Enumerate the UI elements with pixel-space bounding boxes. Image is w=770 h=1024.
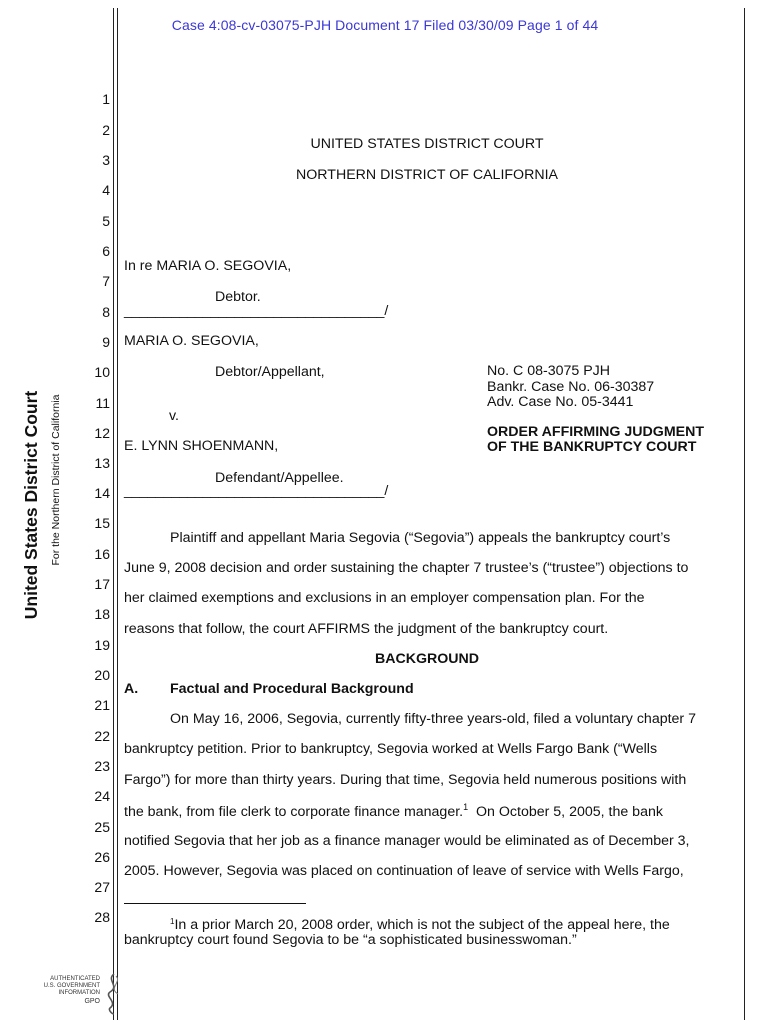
court-title-line1: UNITED STATES DISTRICT COURT bbox=[310, 136, 544, 152]
caption-rule-1: _________________________________/ bbox=[124, 303, 389, 319]
line-number: 15 bbox=[94, 515, 110, 531]
footnote-reference[interactable]: 1 bbox=[463, 802, 469, 812]
order-title-line2: OF THE BANKRUPTCY COURT bbox=[487, 439, 697, 455]
line-number: 23 bbox=[94, 758, 110, 774]
gpo-text-2: U.S. GOVERNMENT bbox=[43, 983, 100, 989]
court-title-line2: NORTHERN DISTRICT OF CALIFORNIA bbox=[296, 167, 558, 183]
line-number: 10 bbox=[94, 364, 110, 380]
line-number: 6 bbox=[102, 243, 110, 259]
line-number: 5 bbox=[102, 213, 110, 229]
line-number: 12 bbox=[94, 425, 110, 441]
line-number: 7 bbox=[102, 273, 110, 289]
intro-line: reasons that follow, the court AFFIRMS the judgment of the bankruptcy court. bbox=[124, 621, 609, 637]
line-number: 3 bbox=[102, 152, 110, 168]
gpo-text-3: INFORMATION bbox=[58, 990, 100, 996]
order-title-line1: ORDER AFFIRMING JUDGMENT bbox=[487, 424, 705, 440]
footnote-line1 bbox=[124, 917, 736, 933]
facts-line-text: the bank, from file clerk to corporate finance manager. bbox=[124, 804, 464, 820]
caption-party-appellee: E. LYNN SHOENMANN, bbox=[124, 438, 279, 454]
footnote-marker: 1 bbox=[170, 917, 175, 926]
line-number: 18 bbox=[94, 606, 110, 622]
caption-appellee-role: Defendant/Appellee. bbox=[215, 470, 344, 486]
line-number: 28 bbox=[94, 909, 110, 925]
facts-line: On May 16, 2006, Segovia, currently fifty-three years-old, filed a voluntary chapter 7 bbox=[170, 711, 696, 727]
gpo-authentication-seal bbox=[38, 972, 128, 1022]
section-letter: A. bbox=[124, 681, 139, 697]
caption-appellant-role: Debtor/Appellant, bbox=[215, 364, 325, 380]
gpo-text-1: AUTHENTICATED bbox=[50, 976, 100, 982]
line-number: 19 bbox=[94, 637, 110, 653]
intro-line: Plaintiff and appellant Maria Segovia (“Segovia”) appeals the bankruptcy court’s bbox=[170, 530, 671, 546]
background-heading: BACKGROUND bbox=[374, 651, 480, 667]
facts-line: Fargo”) for more than thirty years. During that time, Segovia held numerous positions with bbox=[124, 772, 687, 788]
right-margin-rule bbox=[744, 8, 745, 1020]
section-title: Factual and Procedural Background bbox=[170, 681, 414, 697]
gpo-eagle-icon bbox=[102, 972, 126, 1016]
line-number: 8 bbox=[102, 304, 110, 320]
line-number: 13 bbox=[94, 455, 110, 471]
gpo-text-4: GPO bbox=[84, 998, 100, 1005]
line-number: 11 bbox=[95, 395, 110, 411]
left-margin-rule-inner bbox=[117, 8, 118, 1020]
line-number: 2 bbox=[102, 122, 110, 138]
sidebar-district-name: For the Northern District of California bbox=[50, 394, 62, 566]
bankruptcy-case-number: Bankr. Case No. 06-30387 bbox=[487, 379, 655, 395]
footnote-text-1: In a prior March 20, 2008 order, which is not the subject of the appeal here, the bbox=[174, 917, 670, 933]
facts-line bbox=[124, 802, 663, 820]
line-number: 25 bbox=[94, 819, 110, 835]
facts-line: notified Segovia that her job as a finance manager would be eliminated as of December 3, bbox=[124, 833, 690, 849]
line-number: 16 bbox=[94, 546, 110, 562]
sidebar-court-name: United States District Court bbox=[21, 390, 41, 620]
footnote-separator bbox=[124, 903, 306, 904]
line-number: 1 bbox=[102, 91, 110, 107]
line-number: 27 bbox=[94, 879, 110, 895]
line-number: 14 bbox=[94, 485, 110, 501]
line-number: 4 bbox=[102, 182, 110, 198]
line-number: 9 bbox=[102, 334, 110, 350]
facts-line-continuation: On October 5, 2005, the bank bbox=[476, 804, 663, 820]
caption-in-re: In re MARIA O. SEGOVIA, bbox=[124, 258, 292, 274]
intro-line: June 9, 2008 decision and order sustaining the chapter 7 trustee’s (“trustee”) objections to bbox=[124, 560, 689, 576]
footnote-line2: bankruptcy court found Segovia to be “a sophisticated businesswoman.” bbox=[124, 932, 577, 948]
facts-line: 2005. However, Segovia was placed on continuation of leave of service with Wells Fargo, bbox=[124, 863, 684, 879]
line-number: 20 bbox=[94, 667, 110, 683]
caption-party-appellant: MARIA O. SEGOVIA, bbox=[124, 333, 259, 349]
facts-line: bankruptcy petition. Prior to bankruptcy, Segovia worked at Wells Fargo Bank (“Wells bbox=[124, 741, 658, 757]
line-number: 24 bbox=[94, 788, 110, 804]
caption-debtor: Debtor. bbox=[215, 289, 261, 305]
line-number: 21 bbox=[94, 697, 110, 713]
left-margin-rule-outer bbox=[113, 8, 114, 1020]
line-number: 17 bbox=[94, 576, 110, 592]
caption-rule-2: _________________________________/ bbox=[124, 483, 389, 499]
document-header: Case 4:08-cv-03075-PJH Document 17 Filed 03/30/09 Page 1 of 44 bbox=[171, 17, 599, 33]
case-number: No. C 08-3075 PJH bbox=[487, 363, 611, 379]
intro-line: her claimed exemptions and exclusions in an employer compensation plan. For the bbox=[124, 590, 645, 606]
adversary-case-number: Adv. Case No. 05-3441 bbox=[487, 394, 634, 410]
line-number: 22 bbox=[94, 728, 110, 744]
line-number: 26 bbox=[94, 849, 110, 865]
caption-versus: v. bbox=[169, 408, 179, 424]
